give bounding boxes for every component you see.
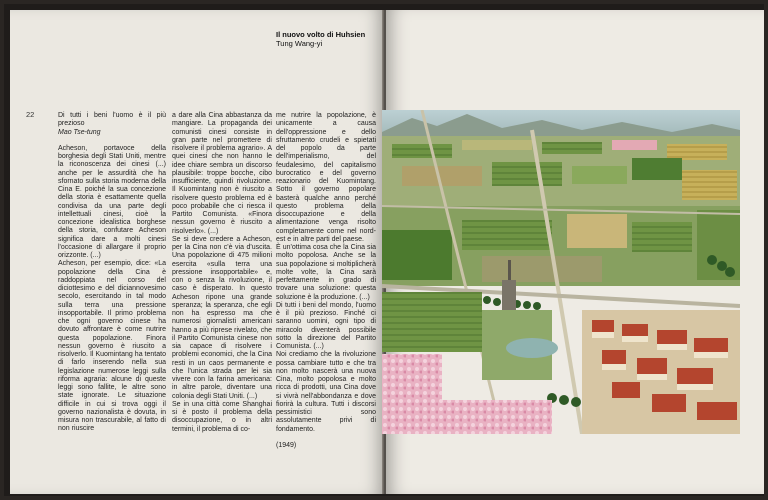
- paragraph: Acheson, per esempio, dice: «La popolazione della Cina è raddoppiata nel corso del diciottesimo e del diciannovesimo secolo, esercitando in tal modo sulla terra una pressione insopportabile. Il primo problema che ogni governo cinese ha dovuto affrontare è come nutrire questa popolazione. Finora nessun governo è riuscito a risolverlo. Il Kuomintang ha tentato di farlo inserendo nella sua legislazione numerose leggi sulla riforma agraria: alcune di queste leggi sono fallite, le altre sono state ignorate. Le situazione difficile in cui si trova oggi il governo nazionalista è dovuta, in misura non trascurabile, al fatto di non riuscire: [58, 260, 166, 433]
- chapter-title: Il nuovo volto di Huhsien: [276, 30, 366, 39]
- epigraph-quote: Di tutti i beni l'uomo è il più prezioso: [58, 112, 166, 128]
- text-date: (1949): [276, 441, 297, 449]
- commune-illustration: [382, 110, 740, 434]
- text-column-3: [276, 112, 376, 450]
- paragraph: Noi crediamo che la rivoluzione possa cambiare tutto e che tra non molto nascerà una nuova Cina, molto popolosa e molto ricca di prodotti, una Cina dove si vivrà nell'abbondanza e dove fiorirà la cultura. Tutti i discorsi pessimistici sono assolutamente privi di fondamento.: [276, 351, 376, 433]
- text-column-1: [58, 112, 166, 434]
- paragraph: Acheson, portavoce della borghesia degli Stati Uniti, mentre la riconoscenza dei cinesi (...) anche per le assurdità che ha sfornato sulla storia moderna della Cina E. poiché la sua concezione della storia è esattamente quella condivisa da una parte degli intellettuali cinesi, cioè la concezione idealistica borghese della storia, confutare Acheson significa dare a molti cinesi l'occasione di allargare il proprio orizzonte. (...): [58, 144, 166, 259]
- paragraph: È un'ottima cosa che la Cina sia molto popolosa. Anche se la sua popolazione si moltiplicherà molte volte, la Cina sarà perfettamente in grado di trovare una soluzione: questa soluzione è la produzione. (...): [276, 244, 376, 301]
- paragraph: me nutrire la popolazione, è unicamente a causa dell'oppressione e dello sfruttamento crudeli e spietati del popolo da parte dell'imperialismo, del feudalesimo, del capitalismo burocratico e del governo reazionario del Kuomintang. Sotto il governo popolare basterà qualche anno perché questo problema della disoccupazione e della alimentazione venga risolto completamente come nel nord-est e in altre parti del paese.: [276, 112, 376, 243]
- paragraph: Di tutti i beni del mondo, l'uomo è il più prezioso. Finché ci saranno uomini, ogni tipo di miracolo diventerà possibile sotto la direzione del Partito Comunista. (...): [276, 301, 376, 350]
- epigraph-author: Mao Tse-tung: [58, 128, 101, 136]
- chapter-author: Tung Wang-yi: [276, 39, 323, 48]
- paragraph: Se in una città come Shanghai si è posto il problema della disoccupazione, o in altri termini, il problema di co-: [172, 400, 272, 433]
- chapter-header: [276, 30, 376, 48]
- landscape-painting: [382, 110, 740, 434]
- paragraph: a dare alla Cina abbastanza da mangiare. La propaganda dei comunisti cinesi consiste in gran parte nel promettere di risolvere il problema agrario». A quei cinesi che non hanno le idee chiare sembra un discorso plausibile: troppe bocche, cibo insufficiente, quindi rivoluzione. Il Kuomintang non è riuscito a risolvere questo problema ed è poco probabile che ci riesca il Partito Comunista. «Finora nessun governo è riuscito a risolverlo». (...): [172, 112, 272, 235]
- text-column-2: [172, 112, 272, 434]
- paragraph: Se si deve credere a Acheson, per la Cina non c'è via d'uscita. Una popolazione di 475 milioni esercita «sulla terra una pressione insopportabile» e, con o senza la rivoluzione, il caso è disperato. In questo Acheson ripone una grande speranza; la speranza, che egli non ha espresso ma che numerosi giornalisti americani hanno a più riprese rivelato, che il Partito Comunista cinese non sia capace di risolvere i problemi economici, che la Cina resti in un caos permanente e che l'unica strada per lei sia vivere con la farina americana: in altre parole, diventare una colonia degli Stati Uniti. (...): [172, 235, 272, 400]
- page-number: 22: [26, 110, 35, 119]
